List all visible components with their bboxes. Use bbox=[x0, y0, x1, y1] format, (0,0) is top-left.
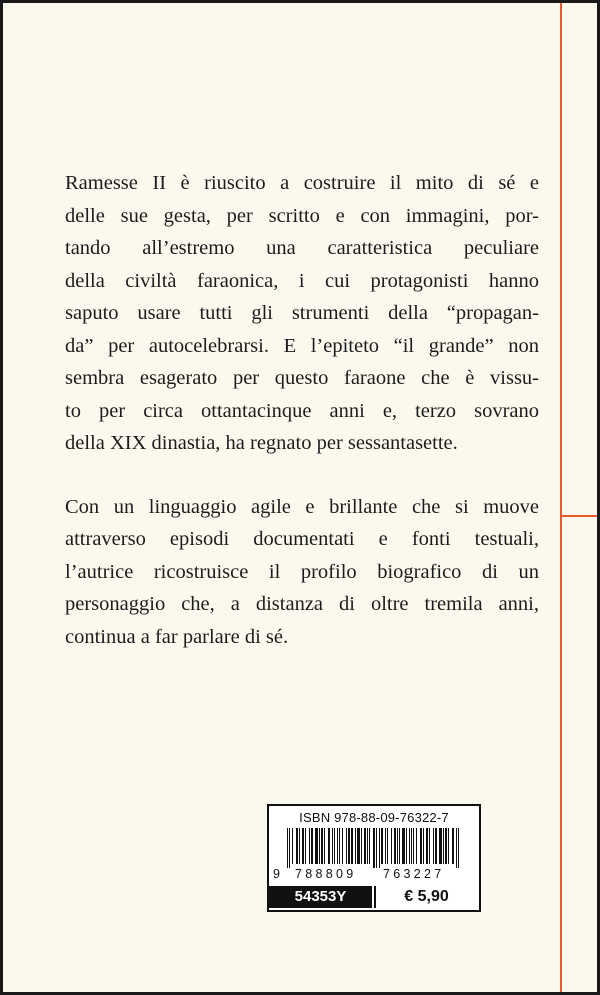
barcode-bar bbox=[445, 828, 447, 864]
barcode-bar bbox=[376, 828, 377, 868]
barcode-bar bbox=[394, 828, 396, 864]
barcode-bar bbox=[433, 828, 434, 864]
barcode-bar bbox=[399, 828, 400, 864]
isbn-number: ISBN 978-88-09-76322-7 bbox=[299, 810, 449, 825]
barcode-bar bbox=[373, 828, 375, 868]
barcode-bar bbox=[321, 828, 323, 864]
blurb-paragraph-2 bbox=[65, 491, 539, 654]
barcode-bar bbox=[391, 828, 392, 864]
barcode-bar bbox=[328, 828, 330, 864]
blurb-line: Ramesse II è riuscito a costruire il mito di sé e bbox=[65, 172, 539, 194]
blurb-line: da” per autocelebrarsi. E l’epiteto “il grande” non bbox=[65, 334, 539, 357]
barcode-bar bbox=[305, 828, 306, 864]
barcode-bar bbox=[456, 828, 457, 868]
barcode-bar bbox=[296, 828, 298, 864]
cover-blurb bbox=[65, 167, 539, 653]
barcode-bar bbox=[387, 828, 388, 864]
blurb-line: delle sue gesta, per scritto e con immagini, por- bbox=[65, 204, 539, 227]
barcode-digit-group: 9 bbox=[273, 867, 280, 881]
blurb-line: Con un linguaggio agile e brillante che si muove bbox=[65, 495, 539, 518]
barcode-bar bbox=[302, 828, 304, 864]
barcode-bar bbox=[435, 828, 437, 864]
barcode-bar bbox=[351, 828, 353, 864]
blurb-paragraph-1 bbox=[65, 167, 539, 460]
barcode-bars bbox=[287, 828, 459, 868]
barcode-bar bbox=[332, 828, 333, 864]
barcode-bar bbox=[339, 828, 340, 864]
barcode-bar bbox=[448, 828, 449, 864]
barcode-bar bbox=[355, 828, 356, 864]
barcode-bar bbox=[299, 828, 300, 864]
barcode-bar bbox=[292, 828, 293, 864]
barcode-bar bbox=[409, 828, 410, 864]
barcode-bar bbox=[346, 828, 347, 864]
barcode-bar bbox=[324, 828, 325, 864]
barcode-bar bbox=[337, 828, 338, 864]
blurb-line: della civiltà faraonica, i cui protagonisti hanno bbox=[65, 269, 539, 292]
isbn-barcode-label bbox=[267, 804, 481, 912]
blurb-line: continua a far parlare di sé. bbox=[65, 625, 289, 648]
product-code: 54353Y bbox=[269, 886, 372, 908]
barcode-bar bbox=[289, 828, 290, 868]
blurb-line: della XIX dinastia, ha regnato per sessantasette. bbox=[65, 432, 458, 454]
blurb-line: personaggio che, a distanza di oltre tremila anni, bbox=[65, 593, 539, 615]
barcode-bar bbox=[413, 828, 414, 864]
spine-marker bbox=[560, 515, 597, 517]
barcode-bar bbox=[309, 828, 310, 864]
barcode-bar bbox=[416, 828, 417, 864]
barcode-bar bbox=[361, 828, 362, 864]
barcode-bar bbox=[311, 828, 313, 864]
barcode-bar bbox=[369, 828, 370, 864]
barcode-bar bbox=[381, 828, 383, 864]
barcode-bar bbox=[426, 828, 428, 864]
barcode-bar bbox=[397, 828, 398, 864]
barcode-bar bbox=[411, 828, 412, 864]
barcode-bar bbox=[443, 828, 444, 864]
barcode-bar bbox=[439, 828, 442, 864]
blurb-line: tando all’estremo una caratteristica peculiare bbox=[65, 237, 539, 259]
barcode-digit-group: 788809 bbox=[295, 867, 357, 881]
blurb-line: to per circa ottantacinque anni e, terzo sovrano bbox=[65, 399, 539, 422]
barcode-bar bbox=[319, 828, 320, 864]
price-tag: € 5,90 bbox=[374, 886, 477, 908]
barcode-bar bbox=[348, 828, 350, 864]
barcode-bar bbox=[367, 828, 368, 864]
blurb-line: sembra esagerato per questo faraone che è vissu- bbox=[65, 367, 539, 389]
barcode-bar bbox=[402, 828, 405, 864]
barcode-bar bbox=[287, 828, 288, 868]
barcode-bar bbox=[342, 828, 343, 864]
spine-fold-line bbox=[560, 3, 562, 992]
barcode-bar bbox=[458, 828, 459, 868]
barcode-bar bbox=[452, 828, 454, 864]
barcode-bar bbox=[420, 828, 422, 864]
barcode-bar bbox=[364, 828, 366, 864]
barcode-bar bbox=[406, 828, 407, 864]
blurb-line: saputo usare tutti gli strumenti della “propagan- bbox=[65, 302, 539, 324]
barcode-bar bbox=[334, 828, 335, 864]
barcode-bar bbox=[315, 828, 318, 864]
barcode-bar bbox=[385, 828, 386, 864]
blurb-line: attraverso episodi documentati e fonti testuali, bbox=[65, 528, 539, 550]
blurb-line: l’autrice ricostruisce il profilo biografico di un bbox=[65, 560, 539, 583]
barcode-bar bbox=[357, 828, 360, 864]
barcode-bar bbox=[429, 828, 430, 864]
barcode-bar bbox=[423, 828, 424, 864]
barcode-digit-group: 763227 bbox=[383, 867, 445, 881]
barcode-bar bbox=[379, 828, 380, 868]
